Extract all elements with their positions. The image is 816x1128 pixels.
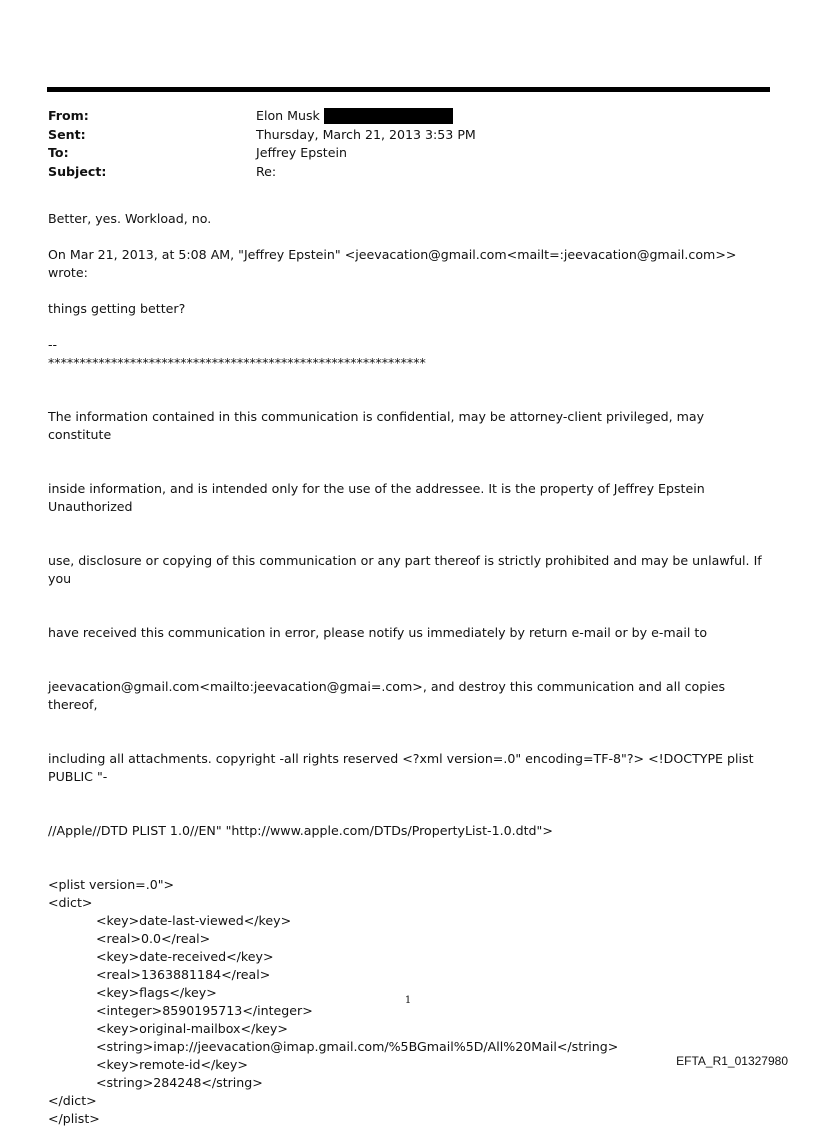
email-header xyxy=(48,107,748,181)
disclaimer-line: jeevacation@gmail.com<mailto:jeevacation@gmai=.com>, and destroy this communication and all copies thereof, xyxy=(48,679,730,712)
sent-row xyxy=(48,126,748,145)
from-row xyxy=(48,107,748,126)
sent-label: Sent: xyxy=(48,126,86,142)
dict-line: <key>flags</key> xyxy=(96,985,217,1000)
document-id: EFTA_R1_01327980 xyxy=(676,1054,788,1068)
sent-value: Thursday, March 21, 2013 3:53 PM xyxy=(256,126,476,142)
disclaimer-line: have received this communication in error, please notify us immediately by return e-mail or by e-mail to xyxy=(48,625,708,640)
dict-open: <dict> xyxy=(48,895,93,910)
disclaimer-line: //Apple//DTD PLIST 1.0//EN" "http://www.apple.com/DTDs/PropertyList-1.0.dtd"> xyxy=(48,823,553,838)
to-label: To: xyxy=(48,145,69,160)
asterisk-divider: ************************************************************ xyxy=(48,355,426,370)
disclaimer xyxy=(48,372,770,876)
plist-open: <plist version=.0"> xyxy=(48,877,175,892)
header-rule xyxy=(47,87,770,92)
dict-close: </dict> xyxy=(48,1093,97,1108)
dict-line: <key>remote-id</key> xyxy=(96,1057,248,1072)
plist-close: </plist> xyxy=(48,1111,100,1126)
dict-line: <key>original-mailbox</key> xyxy=(96,1021,288,1036)
quote-intro: On Mar 21, 2013, at 5:08 AM, "Jeffrey Epstein" <jeevacation@gmail.com<mailt=:jeevacation@gmail.com>> wrote: xyxy=(48,247,741,280)
subject-value: Re: xyxy=(256,163,277,179)
disclaimer-line: including all attachments. copyright -all rights reserved <?xml version=.0" encoding=TF-8"?> <!DOCTYPE plist PUBLIC "- xyxy=(48,751,758,784)
quoted-text: things getting better? xyxy=(48,301,186,316)
page-number: 1 xyxy=(404,995,412,1006)
disclaimer-line: use, disclosure or copying of this communication or any part thereof is strictly prohibited and may be unlawful. If you xyxy=(48,553,766,586)
subject-row xyxy=(48,163,748,182)
dict-line: <string>imap://jeevacation@imap.gmail.com/%5BGmail%5D/All%20Mail</string> xyxy=(96,1039,619,1054)
dict-line: <real>0.0</real> xyxy=(96,931,211,946)
redaction-box xyxy=(324,108,453,124)
subject-label: Subject: xyxy=(48,163,107,179)
dict-line: <string>284248</string> xyxy=(96,1075,263,1090)
dict-line: <key>date-received</key> xyxy=(96,949,274,964)
from-value xyxy=(256,107,453,126)
dict-line: <key>date-last-viewed</key> xyxy=(96,913,292,928)
reply-text: Better, yes. Workload, no. xyxy=(48,211,212,226)
to-row xyxy=(48,144,748,163)
dict-line: <real>1363881184</real> xyxy=(96,967,271,982)
from-name: Elon Musk xyxy=(256,108,320,123)
signature-dash: -- xyxy=(48,337,58,352)
email-body xyxy=(48,210,770,1128)
disclaimer-line: inside information, and is intended only for the use of the addressee. It is the property of Jeffrey Epstein Unauthorized xyxy=(48,481,709,514)
from-label: From: xyxy=(48,108,89,123)
to-value: Jeffrey Epstein xyxy=(256,145,347,160)
dict-line: <integer>8590195713</integer> xyxy=(96,1003,313,1018)
disclaimer-line: The information contained in this communication is confidential, may be attorney-client privileged, may constitute xyxy=(48,409,709,442)
